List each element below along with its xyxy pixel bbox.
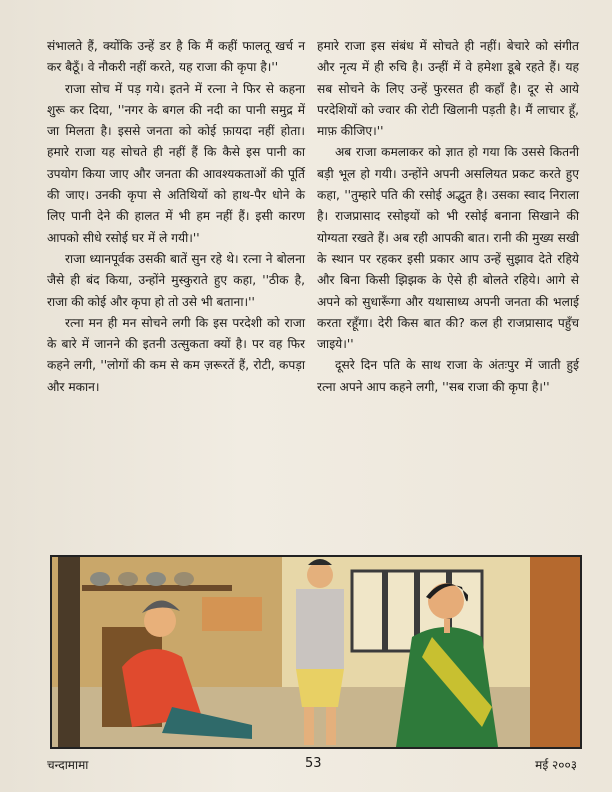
wooden-door [530, 557, 580, 747]
left-text-column [47, 36, 305, 398]
illustration-drawing [52, 557, 580, 747]
husband-dhoti [296, 669, 344, 707]
pot-icon [146, 572, 166, 586]
right-paragraph-2: अब राजा कमलाकर को ज्ञात हो गया कि उससे कितनी बड़ी भूल हो गयी। उन्होंने अपनी असलियत प्रकट करते हुए कहा, ''तुम्हारे पति की रसोई अद्भुत है। उसका स्वाद निराला है। राजप्रासाद रसोइयों को भी रसोई बनाना सिखाने की योग्यता रखते हैं। अब रही आपकी बात। रानी की मुख्य सखी के स्थान पर रहकर इसी प्रकार आप उन्हें सुझाव देते रहिये और बिना किसी झिझक के ऐसे ही बोलते रहिये। आगे से अपने को सुधारूँगा और यथासाध्य अपनी जनता की भलाई करता रहूँगा। देरी किस बात की? कल ही राजप्रासाद पहुँच जाइये।'' [317, 145, 579, 352]
husband-leg [326, 707, 336, 745]
magazine-name: चन्दामामा [47, 758, 89, 772]
ratna-neck [444, 619, 450, 633]
left-paragraph-1: संभालते हैं, क्योंकि उन्हें डर है कि मैं कहीं फालतू खर्च न कर बैठूँ। वे नौकरी नहीं करते, यह राजा की कृपा है।'' [47, 39, 305, 75]
right-paragraph-1: हमारे राजा इस संबंध में सोचते ही नहीं। बेचारे को संगीत और नृत्य में ही रुचि है। उन्हीं में वे हमेशा डूबे रहते हैं। यह सब सोचने के लिए उन्हें फुरसत ही कहाँ है। दूर से आये परदेशियों को ज्वार की रोटी खिलानी पड़ती है। मैं लाचार हूँ, माफ़ कीजिए।'' [317, 39, 579, 139]
pot-icon [118, 572, 138, 586]
ratna-face [428, 583, 464, 619]
issue-date: मई २००३ [535, 758, 577, 772]
husband-shirt [296, 589, 344, 669]
husband-leg [304, 707, 314, 745]
pot-icon [90, 572, 110, 586]
pot-icon [174, 572, 194, 586]
right-text-column [317, 36, 579, 398]
page-footer [47, 756, 577, 774]
right-paragraph-3: दूसरे दिन पति के साथ राजा के अंतःपुर में जाती हुई रत्ना अपने आप कहने लगी, ''सब राजा की कृपा है।'' [317, 358, 579, 394]
window-bar [382, 571, 388, 651]
wooden-pillar [58, 557, 80, 747]
left-paragraph-2: राजा सोच में पड़ गये। इतने में रत्ना ने फिर से कहना शुरू कर दिया, ''नगर के बगल की नदी का पानी समुद्र में जा मिलता है। इससे जनता को कोई फ़ायदा नहीं होता। हमारे राजा यह सोचते ही नहीं हैं कि कैसे इस पानी का उपयोग किया जाए और जनता की आवश्यकताओं की पूर्ति की जाए। उनकी कृपा से अतिथियों को हाथ-पैर धोने के लिए पानी देने की हालत में भी हम नहीं हैं। इसी कारण आपको सीधे रसोई घर में ले गयी।'' [47, 81, 305, 245]
page-number: 53 [305, 756, 322, 771]
husband-face [307, 562, 333, 588]
ratna-sari [396, 627, 498, 747]
left-paragraph-4: रत्ना मन ही मन सोचने लगी कि इस परदेशी को राजा के बारे में जानने की इतनी उत्सुकता क्यों है। पर वह फिर कहने लगी, ''लोगों की कम से कम ज़रूरतें हैं, रोटी, कपड़ा और मकान। [47, 315, 305, 394]
left-paragraph-3: राजा ध्यानपूर्वक उसकी बातें सुन रहे थे। रत्ना ने बोलना जैसे ही बंद किया, उन्होंने मुस्कुराते हुए कहा, ''ठीक है, राजा की कोई और कृपा हो तो उसे भी बताना।'' [47, 251, 305, 309]
story-illustration [50, 555, 582, 749]
brick-wall-patch [202, 597, 262, 631]
